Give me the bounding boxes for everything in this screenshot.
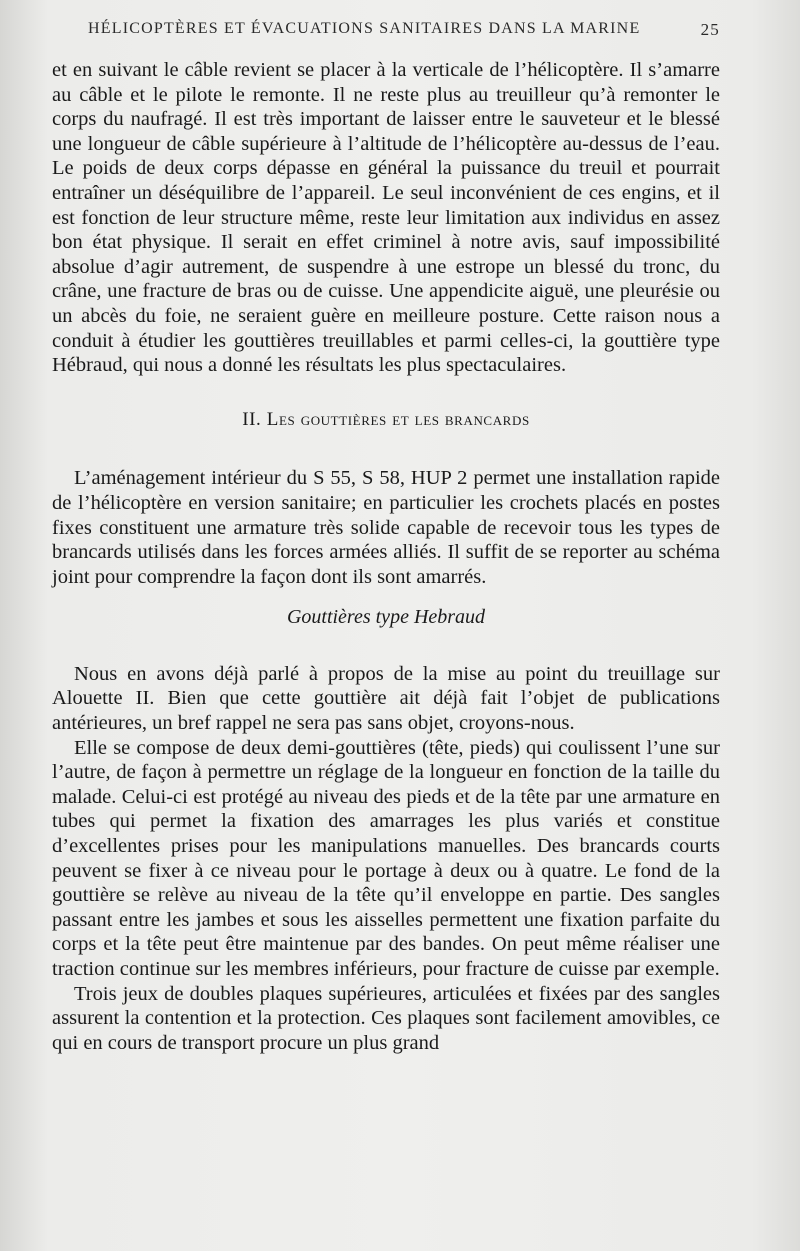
subsection-heading: Gouttières type Hebraud [286,606,486,629]
paragraph: Nous en avons déjà parlé à propos de la mise au point du treuillage sur Alouette II. Bien que cette gouttière ait déjà fait l’objet de publications antérieures, un bref rappel ne sera pas sans objet, croyons-nous. [52,662,720,735]
paragraph: L’aménagement intérieur du S 55, S 58, HUP 2 permet une installation rapide de l’hélicoptère en version sanitaire; en particulier les crochets placés en postes fixes constituent une armature très solide capable de recevoir tous les types de brancards utilisés dans les forces armées alliés. Il suffit de se reporter au schéma joint pour comprendre la façon dont ils sont amarrés. [52,467,720,588]
running-head [88,20,720,48]
page-number: 25 [700,20,720,39]
section-title: Les gouttières et les brancards [266,408,530,430]
section-numeral: II. [242,408,262,430]
section-heading [52,408,720,433]
paragraph: Elle se compose de deux demi-gouttières (tête, pieds) qui coulissent l’une sur l’autre, de façon à permettre un réglage de la longueur en fonction de la taille du malade. Celui-ci est protégé au niveau des pieds et de la tête par une armature en tubes qui permet la fixation des amarrages les plus variés et constitue d’excellentes prises pour les manipulations manuelles. Des brancards courts peuvent se fixer à ce niveau pour le portage à deux ou à quatre. Le fond de la gouttière se relève au niveau de la tête qu’il enveloppe en partie. Des sangles passant entre les jambes et sous les aisselles permettent une fixation parfaite du corps et la tête peut être maintenue par des bandes. On peut même réaliser une traction continue sur les membres inférieurs, pour fracture de cuisse par exemple. [52,736,720,980]
document-body [52,58,720,1055]
paragraph: Trois jeux de doubles plaques supérieures, articulées et fixées par des sangles assurent la contention et la protection. Ces plaques sont facilement amovibles, ce qui en cours de transport procure un plus grand [52,982,720,1054]
running-head-title: HÉLICOPTÈRES ET ÉVACUATIONS SANITAIRES DANS LA MARINE [88,20,641,37]
paragraph-continuation: et en suivant le câble revient se placer à la verticale de l’hélicoptère. Il s’amarre au câble et le pilote le remonte. Il ne reste plus au treuilleur qu’à remonter le corps du naufragé. Il est très important de laisser entre le sauveteur et le blessé une longueur de câble supérieure à l’altitude de l’hélicoptère au-dessus de l’eau. Le poids de deux corps dépasse en général la puissance du treuil et pourrait entraîner un déséquilibre de l’appareil. Le seul inconvénient de ces engins, et il est fonction de leur structure même, reste leur limitation aux individus en assez bon état physique. Il serait en effet criminel à notre avis, sauf impossibilité absolue d’agir autrement, de suspendre à une estrope un blessé du tronc, du crâne, une fracture de bras ou de cuisse. Une appendicite aiguë, une pleurésie ou un abcès du foie, ne seraient guère en meilleure posture. Cette raison nous a conduit à étudier les gouttières treuillables et parmi celles-ci, la gouttière type Hébraud, qui nous a donné les résultats les plus spectaculaires. [52,59,720,377]
